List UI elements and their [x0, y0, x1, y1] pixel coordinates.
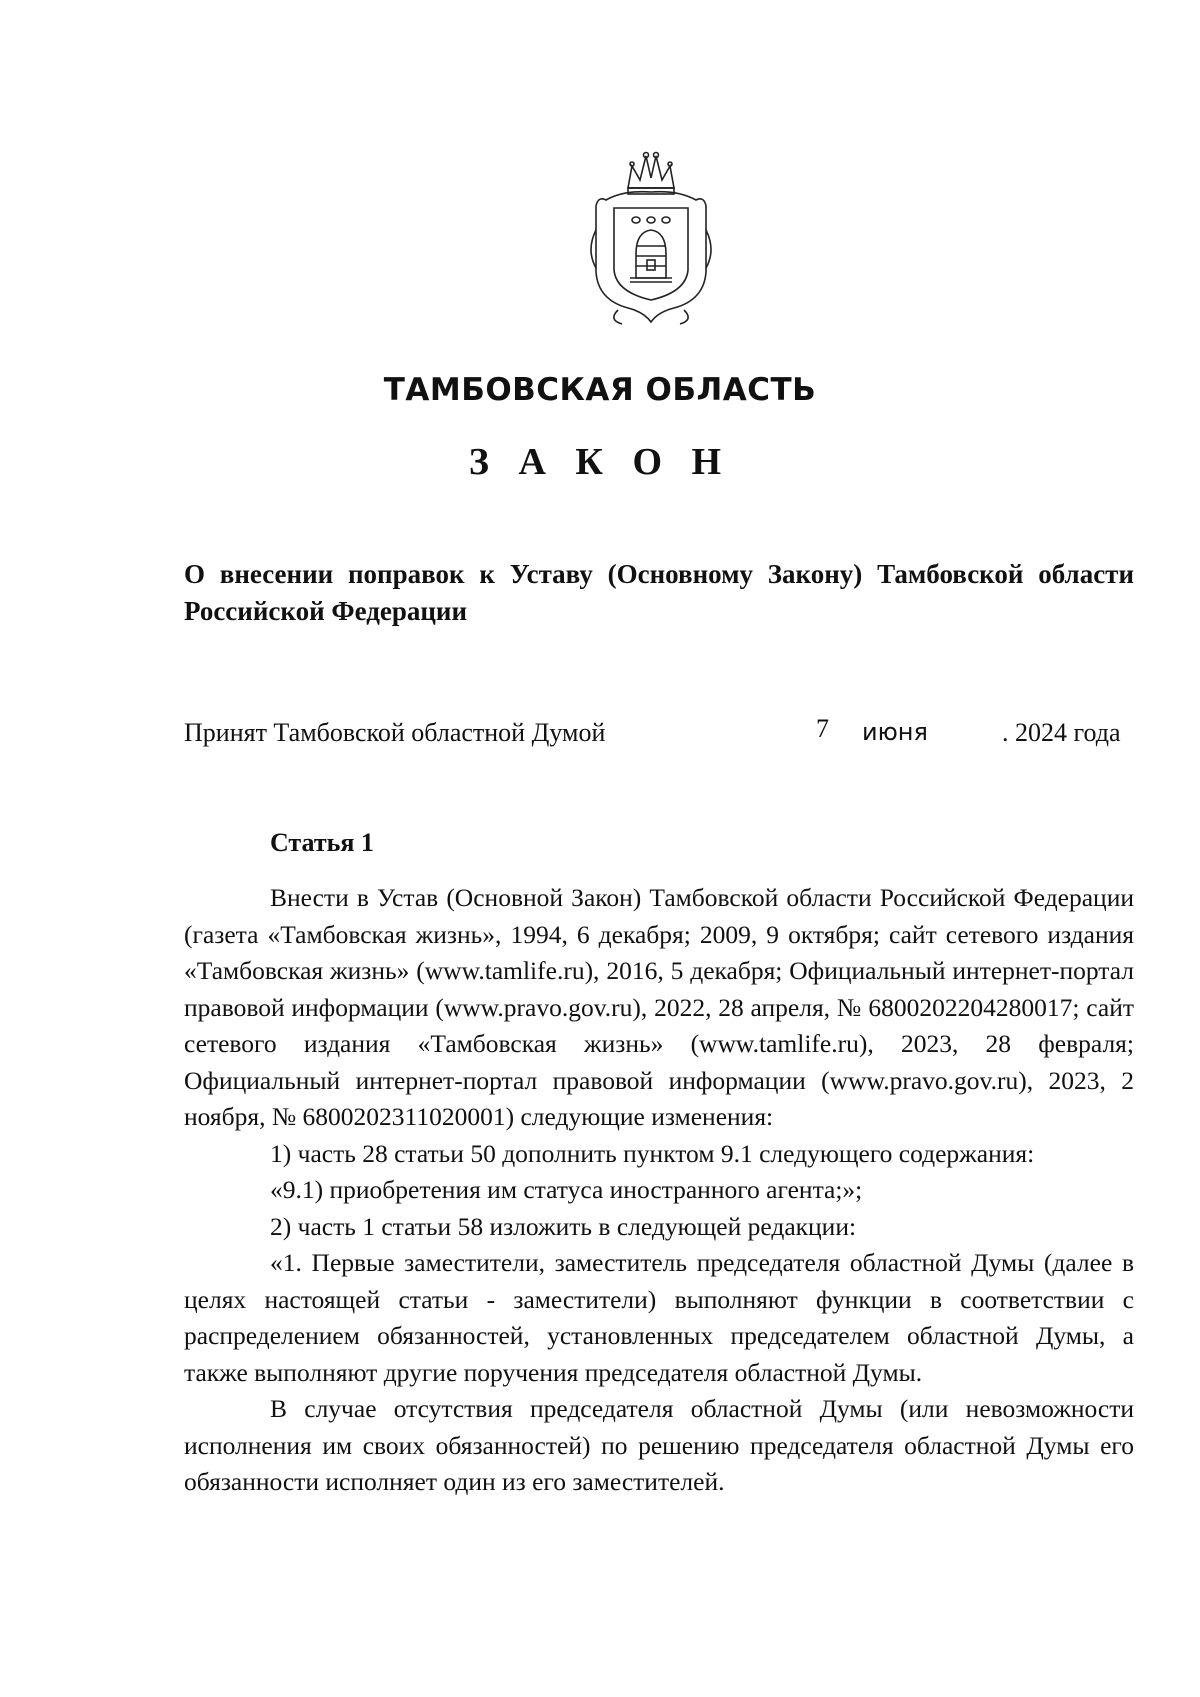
paragraph-item-2-text-cont: В случае отсутствия председателя областной Думы (или невозможности исполнения им своих обязанностей) по решению председателя областной Думы его обязанности исполняет один из его заместителей. [184, 1394, 1134, 1496]
adopted-by: Принят Тамбовской областной Думой [184, 718, 606, 747]
article-title: Статья 1 [270, 828, 374, 857]
coat-of-arms-icon [588, 150, 714, 328]
law-subject: О внесении поправок к Уставу (Основному Закону) Тамбовской области Российской Федерации [184, 559, 1134, 626]
paragraph-item-1-text: «9.1) приобретения им статуса иностранного агента;»; [270, 1175, 863, 1204]
paragraph-item-2: 2) часть 1 статьи 58 изложить в следующей редакции: [270, 1211, 857, 1241]
adoption-year: . 2024 года [1002, 718, 1121, 747]
paragraph-intro: Внести в Устав (Основной Закон) Тамбовской области Российской Федерации (газета «Тамбовская жизнь», 1994, 6 декабря; 2009, 9 октября; сайт сетевого издания «Тамбовская жизнь» (www.tamlife.ru), 2016, 5 декабря; Официальный интернет-портал правовой информации (www.pravo.gov.ru), 2022, 28 апреля, № 6800202204280017; сайт сетевого издания «Тамбовская жизнь» (www.tamlife.ru), 2023, 28 февраля; Официальный интернет-портал правовой информации (www.pravo.gov.ru), 2023, 2 ноября, № 6800202311020001) следующие изменения: [184, 883, 1134, 1131]
adoption-month: июня [862, 718, 928, 746]
paragraph-item-2-text: «1. Первые заместители, заместитель председателя областной Думы (далее в целях настоящей статьи - заместители) выполняют функции в соответствии с распределением обязанностей, установленных председателем областной Думы, а также выполняют другие поручения председателя областной Думы. [184, 1248, 1134, 1387]
adoption-day: 7 [816, 714, 829, 743]
document-type: З А К О Н [468, 441, 732, 483]
paragraph-item-1: 1) часть 28 статьи 50 дополнить пунктом 9.1 следующего содержания: [270, 1138, 1035, 1168]
region-title: ТАМБОВСКАЯ ОБЛАСТЬ [383, 372, 817, 408]
article-body [184, 880, 1134, 1501]
adoption-line [184, 714, 1134, 752]
